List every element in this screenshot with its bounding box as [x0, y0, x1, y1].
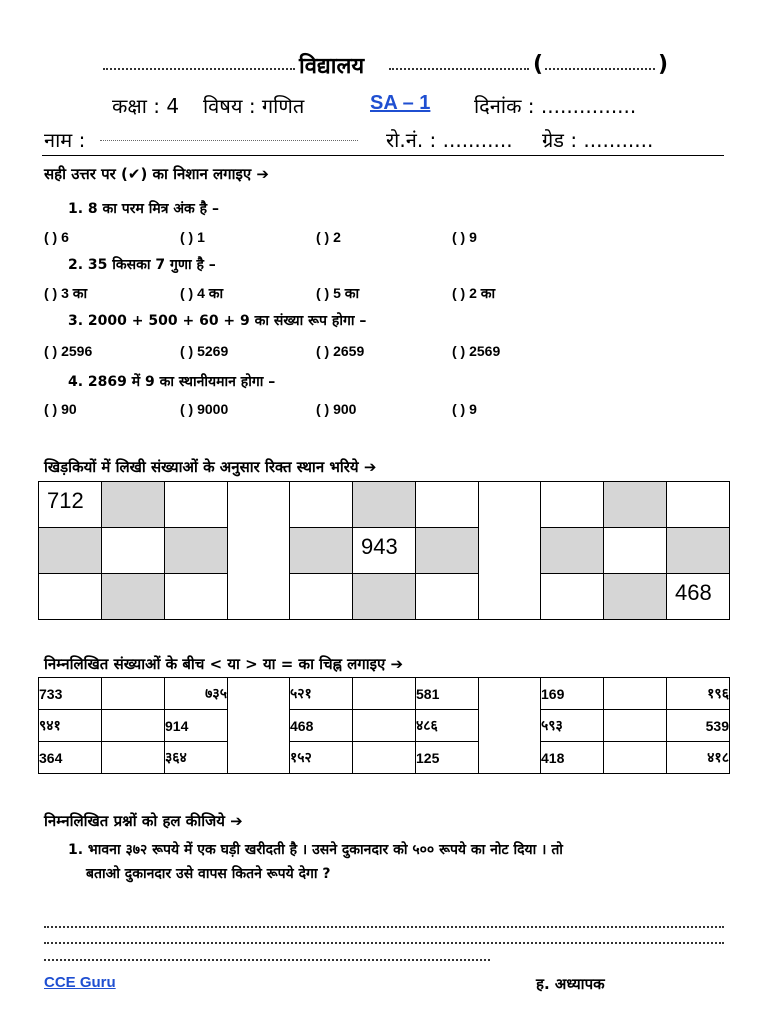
grid2-cell[interactable]: [290, 574, 353, 620]
compare-blank[interactable]: [102, 710, 165, 742]
grid3-cell[interactable]: [604, 482, 667, 528]
compare-left: 169: [541, 678, 604, 710]
grid-separator: [228, 482, 290, 620]
q3-option-a[interactable]: ( ) 2596: [44, 343, 93, 359]
compare-left: 418: [541, 742, 604, 774]
grid3-cell[interactable]: [604, 528, 667, 574]
compare-blank[interactable]: [604, 742, 667, 774]
roll-label: रो.नं. : ...........: [386, 128, 513, 152]
name-blank[interactable]: [100, 140, 358, 141]
grid1-cell[interactable]: [165, 574, 228, 620]
header-divider: [42, 155, 724, 156]
compare-blank[interactable]: [102, 678, 165, 710]
window-grid: [38, 481, 730, 620]
school-name-blank[interactable]: [103, 68, 295, 70]
grid3-cell[interactable]: [604, 574, 667, 620]
compare-right: ४८६: [416, 710, 479, 742]
answer-line[interactable]: [44, 959, 490, 961]
grid1-cell[interactable]: [165, 482, 228, 528]
compare-left: 364: [39, 742, 102, 774]
grid3-cell[interactable]: [541, 482, 604, 528]
compare-left: १५२: [290, 742, 353, 774]
q1-option-c[interactable]: ( ) 2: [316, 229, 341, 245]
grid1-cell[interactable]: [102, 482, 165, 528]
compare-separator: [228, 678, 290, 774]
question-1: 1. 8 का परम मित्र अंक है –: [68, 201, 219, 217]
mcq-heading: सही उत्तर पर (✔) का निशान लगाइए ➔: [44, 165, 269, 183]
grid1-cell-given: 712: [39, 482, 102, 528]
window-heading: खिड़कियों में लिखी संख्याओं के अनुसार रिक्त स्थान भरिये ➔: [44, 458, 377, 476]
compare-blank[interactable]: [353, 710, 416, 742]
q3-option-c[interactable]: ( ) 2659: [316, 343, 365, 359]
grid2-cell[interactable]: [416, 482, 479, 528]
q2-option-a[interactable]: ( ) 3 का: [44, 285, 88, 301]
session-blank[interactable]: [545, 68, 655, 70]
grid3-cell[interactable]: [667, 482, 730, 528]
grade-label: ग्रेड : ...........: [542, 128, 654, 152]
q4-option-a[interactable]: ( ) 90: [44, 401, 77, 417]
q4-option-c[interactable]: ( ) 900: [316, 401, 357, 417]
grid3-cell[interactable]: [541, 528, 604, 574]
compare-blank[interactable]: [604, 678, 667, 710]
question-4: 4. 2869 में 9 का स्थानीयमान होगा –: [68, 374, 276, 390]
q3-option-d[interactable]: ( ) 2569: [452, 343, 501, 359]
compare-separator: [479, 678, 541, 774]
compare-table: [38, 677, 730, 774]
class-label: कक्षा : 4: [112, 94, 180, 118]
compare-blank[interactable]: [102, 742, 165, 774]
grid1-cell[interactable]: [165, 528, 228, 574]
grid2-cell[interactable]: [416, 528, 479, 574]
exam-label: SA – 1: [370, 92, 431, 114]
grid2-cell[interactable]: [353, 574, 416, 620]
compare-right: 125: [416, 742, 479, 774]
answer-line[interactable]: [44, 942, 724, 944]
q3-option-b[interactable]: ( ) 5269: [180, 343, 229, 359]
school-label: विद्यालय: [299, 54, 365, 79]
grid2-cell-given: 943: [353, 528, 416, 574]
q4-option-b[interactable]: ( ) 9000: [180, 401, 229, 417]
grid1-cell[interactable]: [39, 574, 102, 620]
grid1-cell[interactable]: [39, 528, 102, 574]
grid2-cell[interactable]: [290, 528, 353, 574]
grid2-cell[interactable]: [416, 574, 479, 620]
grid2-cell[interactable]: [353, 482, 416, 528]
compare-right: ४१८: [667, 742, 730, 774]
word-problem-heading: निम्नलिखित प्रश्नों को हल कीजिये ➔: [44, 812, 243, 830]
name-label: नाम :: [44, 128, 86, 152]
compare-right: ७३५: [165, 678, 228, 710]
paren-open: (: [533, 52, 544, 77]
q1-option-d[interactable]: ( ) 9: [452, 229, 477, 245]
q4-option-d[interactable]: ( ) 9: [452, 401, 477, 417]
cce-guru-link[interactable]: CCE Guru: [44, 974, 116, 991]
grid3-cell[interactable]: [541, 574, 604, 620]
compare-left: ९४१: [39, 710, 102, 742]
compare-right: 914: [165, 710, 228, 742]
compare-left: 733: [39, 678, 102, 710]
date-label: दिनांक : ...............: [474, 94, 637, 118]
q1-option-b[interactable]: ( ) 1: [180, 229, 205, 245]
compare-left: 468: [290, 710, 353, 742]
compare-blank[interactable]: [353, 742, 416, 774]
grid2-cell[interactable]: [290, 482, 353, 528]
answer-line[interactable]: [44, 926, 724, 928]
subject-label: विषय : गणित: [203, 94, 305, 118]
compare-right: ३६४: [165, 742, 228, 774]
q1-option-a[interactable]: ( ) 6: [44, 229, 69, 245]
q2-option-c[interactable]: ( ) 5 का: [316, 285, 360, 301]
q2-option-d[interactable]: ( ) 2 का: [452, 285, 496, 301]
compare-blank[interactable]: [353, 678, 416, 710]
compare-blank[interactable]: [604, 710, 667, 742]
compare-right: १९६: [667, 678, 730, 710]
grid1-cell[interactable]: [102, 574, 165, 620]
teacher-signature-label: ह. अध्यापक: [536, 975, 605, 993]
word-problem-line2: बताओ दुकानदार उसे वापस कितने रूपये देगा ?: [86, 866, 331, 882]
question-2: 2. 35 किसका 7 गुणा है –: [68, 257, 216, 273]
school-address-blank[interactable]: [389, 68, 529, 70]
compare-left: ५९३: [541, 710, 604, 742]
q2-option-b[interactable]: ( ) 4 का: [180, 285, 224, 301]
grid3-cell-given: 468: [667, 574, 730, 620]
compare-left: ५२१: [290, 678, 353, 710]
compare-right: 539: [667, 710, 730, 742]
grid3-cell[interactable]: [667, 528, 730, 574]
compare-heading: निम्नलिखित संख्याओं के बीच < या > या = का चिह्न लगाइए ➔: [44, 655, 404, 673]
word-problem-line1: 1. भावना ३७२ रूपये में एक घड़ी खरीदती है । उसने दुकानदार को ५०० रूपये का नोट दिया । तो: [68, 842, 563, 858]
compare-right: 581: [416, 678, 479, 710]
paren-close: ): [658, 52, 669, 77]
grid1-cell[interactable]: [102, 528, 165, 574]
grid-separator: [479, 482, 541, 620]
question-3: 3. 2000 + 500 + 60 + 9 का संख्या रूप होगा –: [68, 313, 367, 329]
